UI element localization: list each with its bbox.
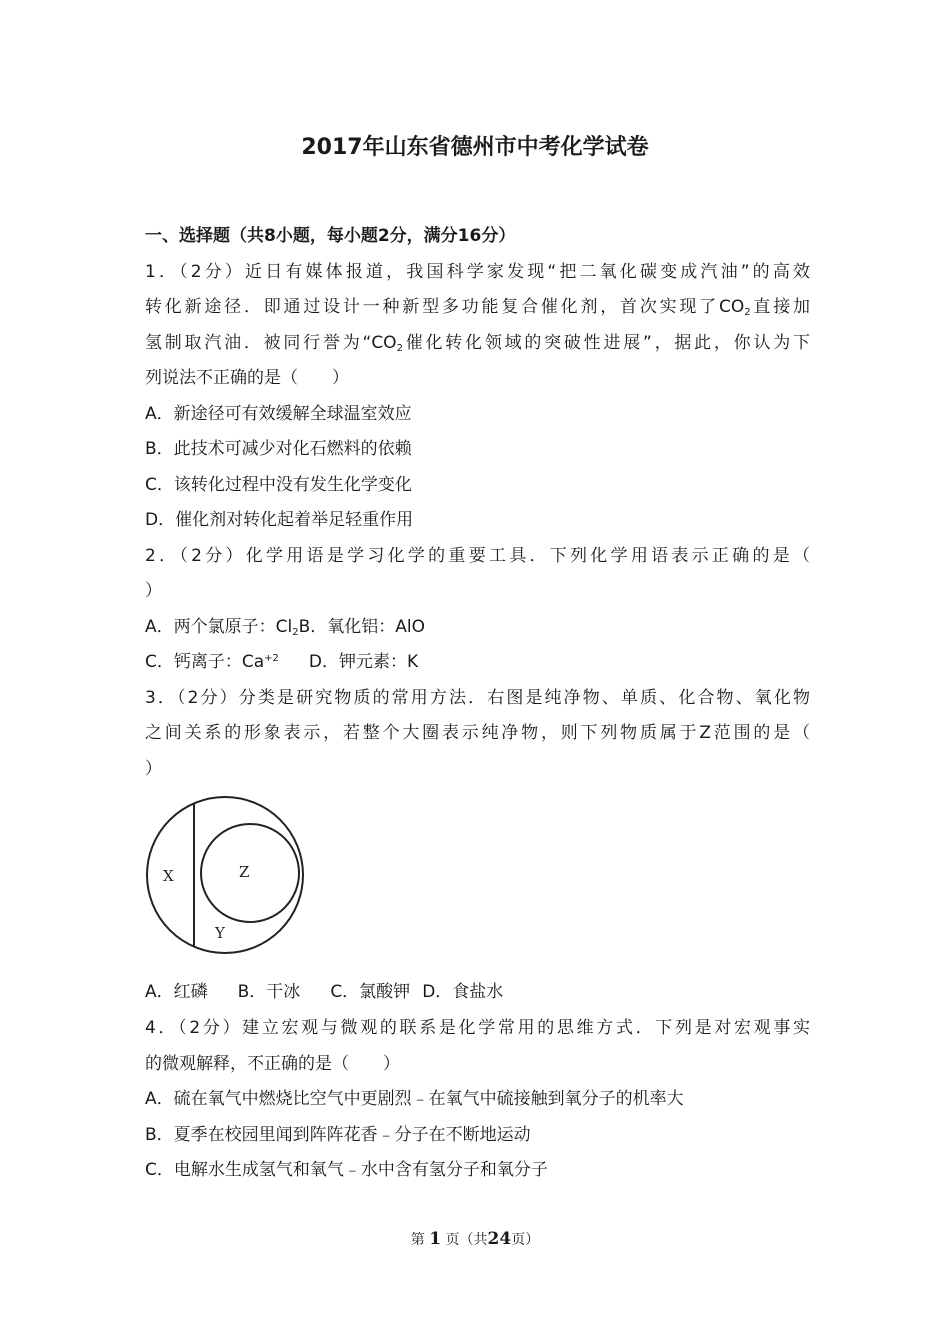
q2-option-d: D．钾元素：K	[308, 652, 419, 672]
q1-line-1: 1．（2分）近日有媒体报道，我国科学家发现“把二氧化碳变成汽油”的高效	[145, 261, 810, 282]
q4-line-1: 4．（2分）建立宏观与微观的联系是化学常用的思维方式．下列是对宏观事实	[145, 1018, 810, 1038]
q2-line-2: ）	[145, 581, 162, 601]
label-x: X	[163, 867, 174, 885]
exam-content-continued	[145, 1011, 810, 1189]
q1-option-c: C．该转化过程中没有发生化学变化	[145, 474, 412, 495]
q4-option-b: B．夏季在校园里闻到阵阵花香﹣分子在不断地运动	[145, 1124, 531, 1145]
page-title: 2017年山东省德州市中考化学试卷	[301, 135, 649, 160]
q3-options	[145, 975, 810, 1011]
q3-option-d: D．食盐水	[422, 982, 504, 1002]
page-number: 1	[429, 1229, 442, 1249]
classification-diagram	[143, 793, 308, 958]
q3-line-1: 3．（2分）分类是研究物质的常用方法．右图是纯净物、单质、化合物、氧化物	[145, 687, 810, 708]
q4-option-c: C．电解水生成氢气和氧气﹣水中含有氢分子和氧分子	[145, 1160, 548, 1180]
q2-options-ab	[145, 610, 810, 646]
exam-content	[145, 219, 810, 787]
q1-line-4: 列说法不正确的是（ ）	[145, 368, 349, 388]
q2-option-a: A．两个氯原子：$Cl_2$	[145, 616, 299, 638]
total-pages: 24	[487, 1229, 512, 1249]
q4-line-2: 的微观解释，不正确的是（ ）	[145, 1053, 400, 1074]
section-heading: 一、选择题（共8小题，每小题2分，满分16分）	[145, 226, 516, 246]
q4-option-a: A．硫在氧气中燃烧比空气中更剧烈﹣在氧气中硫接触到氧分子的机率大	[145, 1089, 684, 1109]
q3-option-c: C．氯酸钾	[330, 982, 411, 1002]
q3-line-3: ）	[145, 758, 162, 779]
label-y: Y	[215, 924, 225, 942]
q2-option-b: B．氧化铝：AlO	[298, 616, 426, 637]
q3-option-b: B．干冰	[237, 982, 301, 1002]
q3-option-a: A．红磷	[145, 982, 208, 1002]
q2-options-cd	[145, 645, 810, 681]
q1-line-3: 氢制取汽油．被同行誉为“$CO_2$催化转化领域的突破性进展”，据此，你认为下	[145, 332, 811, 354]
q2-option-c: C．钙离子：$Ca^{+2}$	[145, 652, 279, 672]
page-footer: 第 1 页（共24页）	[410, 1229, 540, 1249]
q1-option-d: D．催化剂对转化起着举足轻重作用	[145, 510, 414, 530]
q1-line-2: 转化新途径．即通过设计一种新型多功能复合催化剂，首次实现了$CO_2$直接加	[145, 297, 811, 318]
q1-option-a: A．新途径可有效缓解全球温室效应	[145, 403, 412, 424]
inner-circle	[201, 824, 299, 922]
q3-line-2: 之间关系的形象表示，若整个大圈表示纯净物，则下列物质属于Z范围的是（	[145, 723, 810, 743]
q2-line-1: 2．（2分）化学用语是学习化学的重要工具．下列化学用语表示正确的是（	[145, 545, 810, 566]
label-z: Z	[239, 863, 250, 881]
q1-option-b: B．此技术可减少对化石燃料的依赖	[145, 439, 412, 459]
